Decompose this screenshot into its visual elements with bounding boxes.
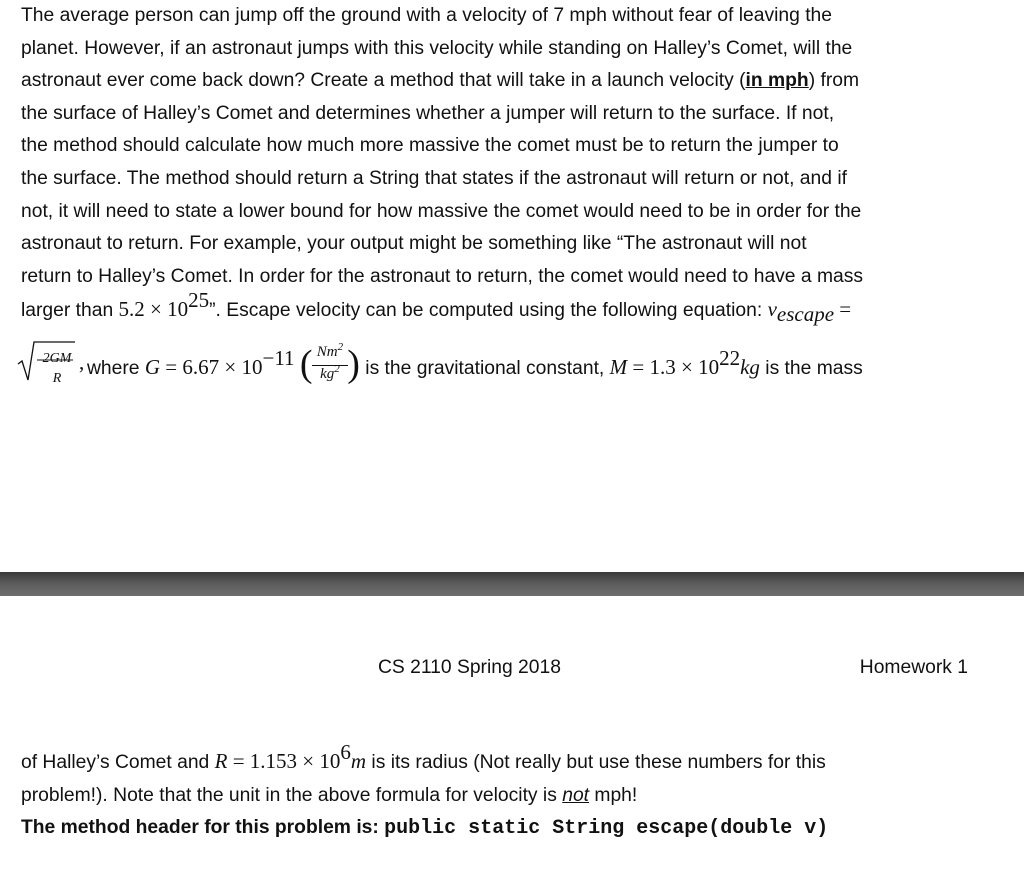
text-line: planet. However, if an astronaut jumps with this velocity while standing on Halley’s Comet, will the: [21, 37, 853, 59]
g-units: [299, 340, 360, 386]
method-signature: public static String escape(double v): [384, 817, 829, 841]
r-exponent: 6: [340, 740, 351, 764]
text-segment: of Halley’s Comet and: [21, 752, 215, 773]
text-segment: mph!: [589, 784, 638, 806]
r-symbol: R: [214, 749, 228, 773]
text-line: [21, 288, 1006, 328]
text-line: not, it will need to state a lower bound for how massive the comet would need to be in order for the: [21, 200, 862, 222]
method-header-line: [21, 812, 1006, 846]
escape-velocity-formula: [21, 334, 1006, 384]
problem-text-top: [21, 0, 1006, 384]
text-segment: is the gravitational constant,: [359, 357, 610, 379]
emphasis-not: not: [562, 784, 590, 806]
page-break-divider: [0, 572, 1024, 596]
g-value: = 6.67 × 10: [160, 354, 263, 379]
text-segment: problem!). Note that the unit in the above formula for velocity is: [21, 784, 563, 806]
text-line: the method should calculate how much more massive the comet must be to return the jumper to: [21, 135, 839, 157]
sqrt-numerator: 2GM: [42, 350, 72, 366]
right-paren: ): [347, 342, 360, 385]
g-exponent: −11: [262, 345, 295, 370]
text-line: the surface. The method should return a String that states if the astronaut will return or not, and if: [21, 167, 847, 189]
text-line: [21, 780, 1006, 813]
text-segment: is its radius (Not really but use these numbers for this: [366, 752, 826, 773]
text-segment: ) from: [808, 70, 860, 92]
text-segment: ”. Escape velocity can be computed using the following equation:: [209, 300, 768, 322]
text-segment: is the mass: [759, 357, 863, 379]
escape-velocity-symbol: v: [767, 297, 777, 322]
unit-numerator: Nm$^2$: [316, 340, 344, 360]
r-unit: m: [350, 749, 367, 773]
r-value: = 1.153 × 10: [227, 749, 341, 773]
text-segment: where: [87, 357, 145, 379]
page-header: [0, 657, 1024, 687]
text-line: [21, 740, 1006, 780]
escape-velocity-subscript: escape: [776, 302, 835, 327]
course-title: CS 2110 Spring 2018: [378, 657, 561, 678]
example-mass-exponent: 25: [188, 288, 210, 313]
text-segment: larger than: [21, 300, 119, 322]
emphasis-in-mph: in mph: [745, 70, 809, 92]
sqrt-denominator: R: [52, 370, 62, 386]
m-exponent: 22: [719, 345, 741, 370]
text-line: The average person can jump off the ground with a velocity of 7 mph without fear of leaving the: [21, 5, 833, 26]
left-paren: (: [299, 342, 313, 385]
text-segment: The method header for this problem is:: [21, 817, 385, 839]
g-symbol: G: [144, 354, 161, 379]
text-line: astronaut to return. For example, your output might be something like “The astronaut will not: [21, 233, 807, 255]
m-symbol: M: [609, 354, 628, 379]
formula-comma: ,: [79, 349, 85, 374]
unit-denominator: $kg^2$: [320, 362, 340, 382]
constants-line: [87, 340, 863, 386]
homework-label: Homework 1: [859, 657, 968, 678]
m-unit: kg: [740, 354, 760, 379]
problem-text-bottom: [21, 740, 1006, 846]
m-value: = 1.3 × 10: [627, 354, 720, 379]
text-segment: astronaut ever come back down? Create a method that will take in a launch velocity (: [21, 70, 746, 92]
text-line: return to Halley’s Comet. In order for the astronaut to return, the comet would need to have a mass: [21, 265, 864, 287]
text-line: [21, 65, 1006, 98]
equals-sign: =: [834, 297, 852, 322]
text-line: the surface of Halley’s Comet and determines whether a jumper will return to the surface. If not,: [21, 102, 835, 124]
example-mass: 5.2 × 10: [118, 297, 189, 322]
